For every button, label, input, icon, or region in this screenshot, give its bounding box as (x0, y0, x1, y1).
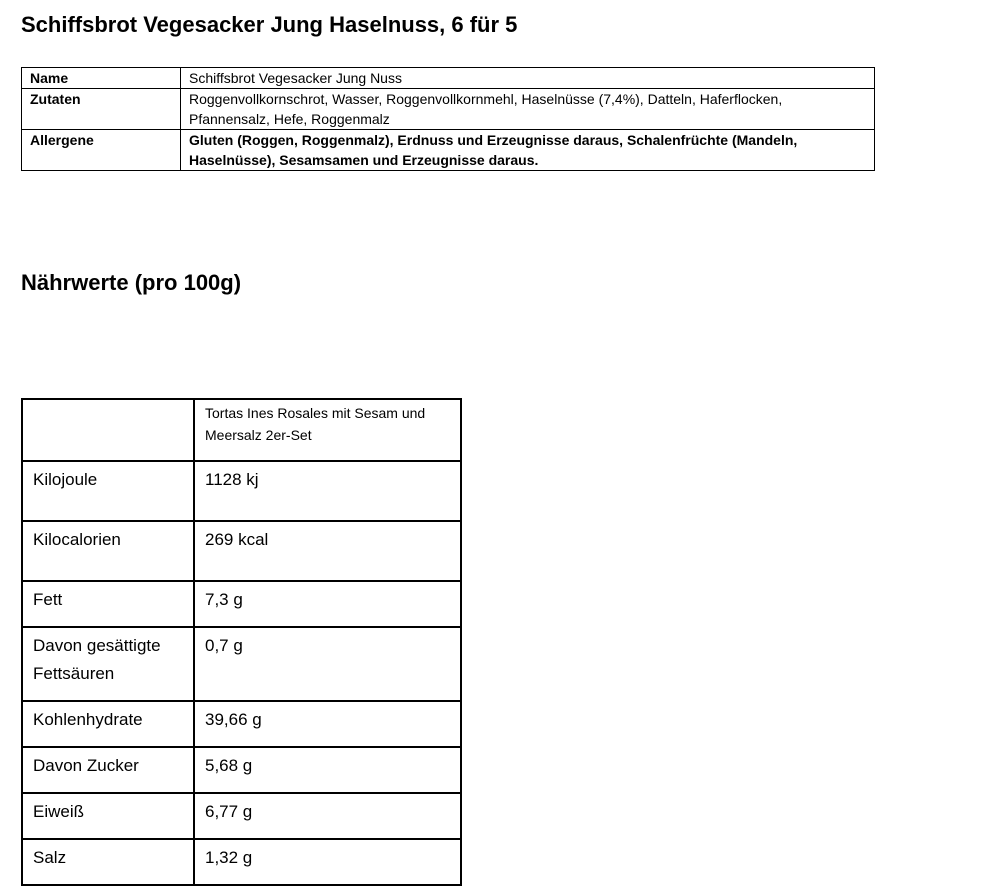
nutrient-label: Kohlenhydrate (22, 701, 194, 747)
table-row (22, 68, 875, 89)
table-row (22, 130, 875, 171)
row-label-allergens: Allergene (22, 130, 181, 171)
nutrient-value: 7,3 g (194, 581, 461, 627)
nutrition-heading: Nährwerte (pro 100g) (21, 270, 242, 295)
table-row (22, 399, 461, 461)
page-title: Schiffsbrot Vegesacker Jung Haselnuss, 6 für 5 (21, 12, 518, 37)
table-row (22, 701, 461, 747)
table-row (22, 461, 461, 521)
table-row (22, 793, 461, 839)
product-info-table (21, 67, 875, 171)
nutrient-label: Kilocalorien (22, 521, 194, 581)
row-label-name: Name (22, 68, 181, 89)
nutrient-value: 39,66 g (194, 701, 461, 747)
table-row (22, 627, 461, 701)
nutrient-label: Kilojoule (22, 461, 194, 521)
nutrient-value: 5,68 g (194, 747, 461, 793)
nutrient-label: Davon gesättigte Fettsäuren (22, 627, 194, 701)
nutrient-value: 1128 kj (194, 461, 461, 521)
nutrient-value: 0,7 g (194, 627, 461, 701)
table-row (22, 581, 461, 627)
nutrient-value: 1,32 g (194, 839, 461, 885)
nutrient-value: 269 kcal (194, 521, 461, 581)
nutrient-label: Davon Zucker (22, 747, 194, 793)
nutrient-label: Fett (22, 581, 194, 627)
row-value-ingredients: Roggenvollkornschrot, Wasser, Roggenvollkornmehl, Haselnüsse (7,4%), Datteln, Haferflocken, Pfannensalz, Hefe, Roggenmalz (181, 89, 875, 130)
table-row (22, 89, 875, 130)
nutrition-table (21, 398, 462, 886)
table-row (22, 747, 461, 793)
row-value-allergens: Gluten (Roggen, Roggenmalz), Erdnuss und Erzeugnisse daraus, Schalenfrüchte (Mandeln, Haselnüsse), Sesamsamen und Erzeugnisse daraus. (181, 130, 875, 171)
row-label-ingredients: Zutaten (22, 89, 181, 130)
nutrient-label: Salz (22, 839, 194, 885)
header-empty-cell (22, 399, 194, 461)
table-row (22, 521, 461, 581)
row-value-name: Schiffsbrot Vegesacker Jung Nuss (181, 68, 875, 89)
nutrient-value: 6,77 g (194, 793, 461, 839)
table-row (22, 839, 461, 885)
nutrient-label: Eiweiß (22, 793, 194, 839)
column-header: Tortas Ines Rosales mit Sesam und Meersalz 2er-Set (194, 399, 461, 461)
